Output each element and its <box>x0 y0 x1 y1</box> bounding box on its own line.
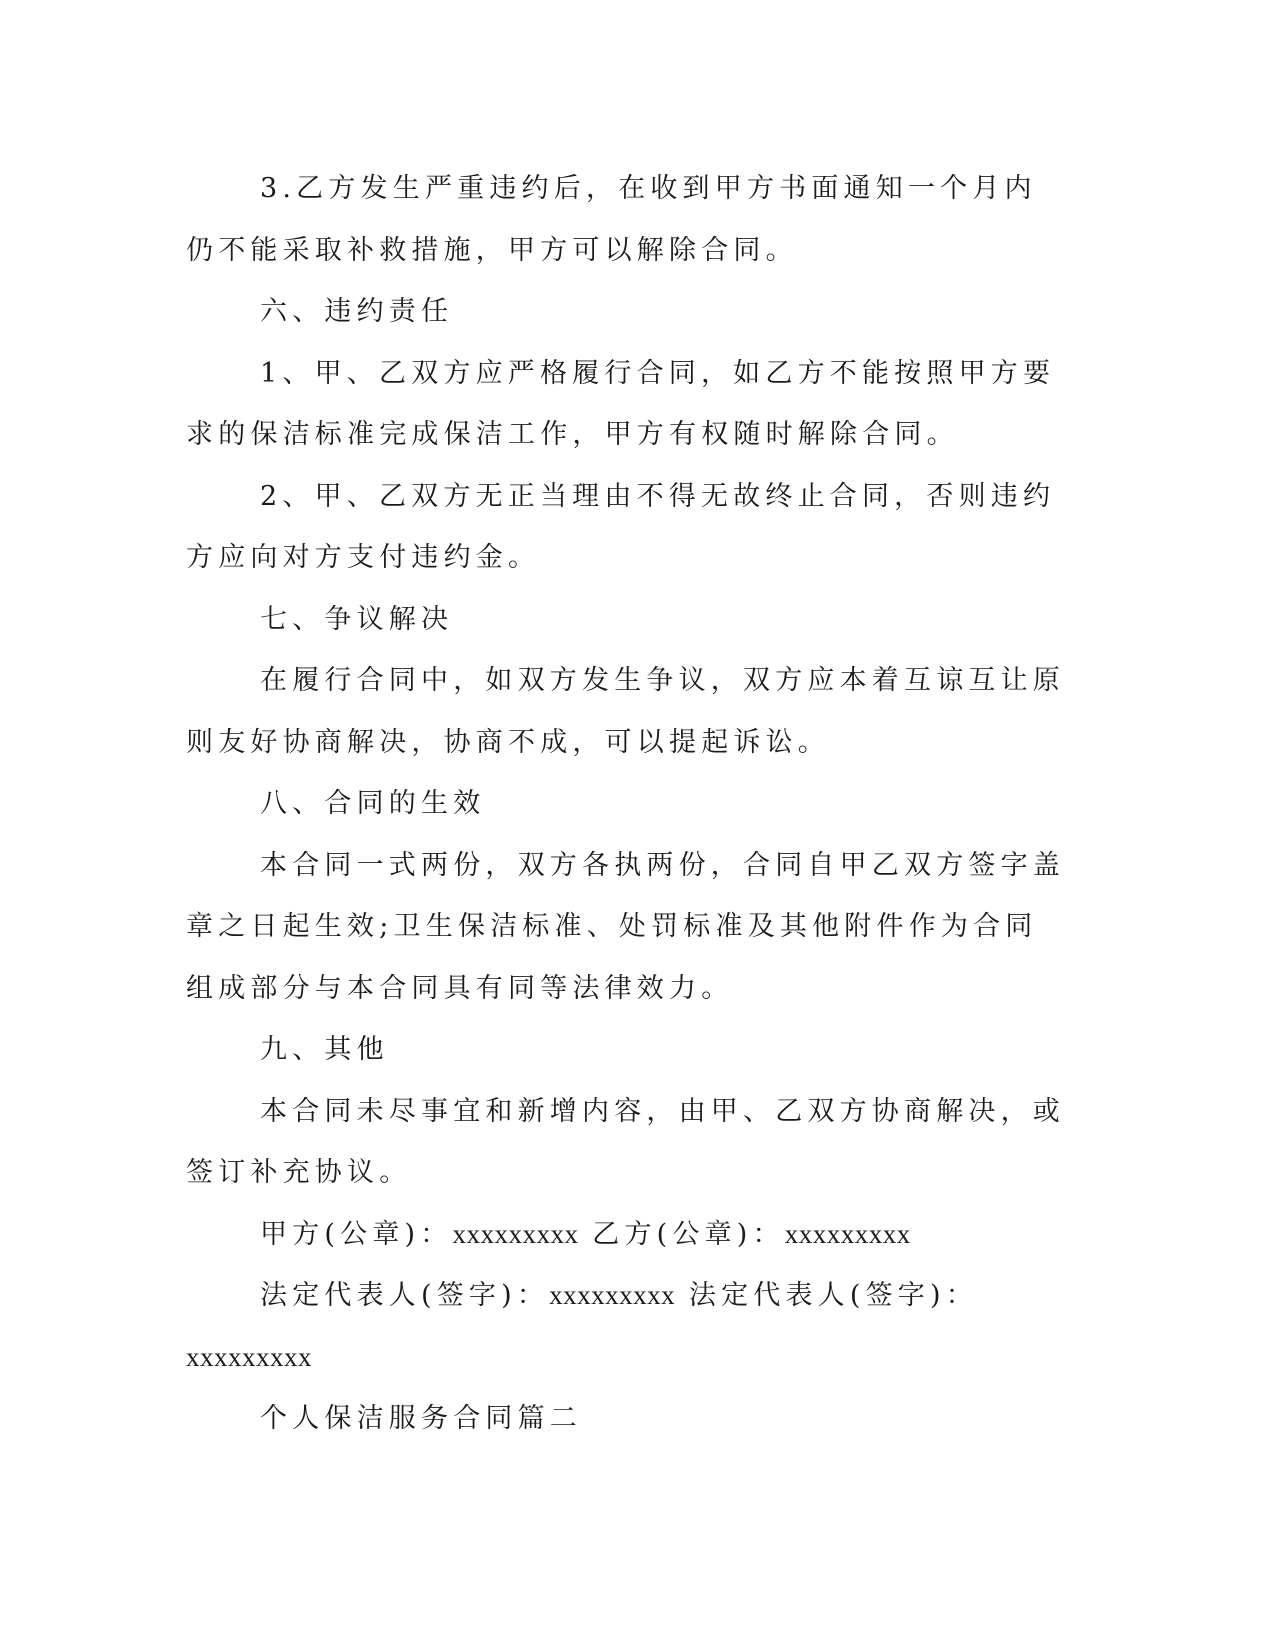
signature-line-seals <box>186 1204 1066 1266</box>
party-b-seal-label: 乙方(公章)： <box>592 1218 785 1250</box>
paragraph-dispute: 在履行合同中，如双方发生争议，双方应本着互谅互让原则友好协商解决，协商不成，可以提起诉讼。 <box>186 665 1065 758</box>
heading-effectiveness: 八、合同的生效 <box>260 788 486 819</box>
party-b-seal-value: xxxxxxxxx <box>784 1218 911 1249</box>
party-a-seal-value: xxxxxxxxx <box>452 1218 579 1249</box>
paragraph-termination-clause-3: 3.乙方发生严重违约后，在收到甲方书面通知一个月内仍不能采取补救措施，甲方可以解除合同。 <box>186 173 1037 266</box>
party-a-seal-label: 甲方(公章)： <box>260 1218 453 1250</box>
signature-line-representatives <box>186 1265 1066 1388</box>
heading-liability: 六、违约责任 <box>260 296 454 327</box>
paragraph-effectiveness: 本合同一式两份，双方各执两份，合同自甲乙双方签字盖章之日起生效;卫生保洁标准、处罚标准及其他附件作为合同组成部分与本合同具有同等法律效力。 <box>186 849 1065 1004</box>
paragraph-liability-1: 1、甲、乙双方应严格履行合同，如乙方不能按照甲方要求的保洁标准完成保洁工作，甲方有权随时解除合同。 <box>186 357 1056 450</box>
party-a-rep-label: 法定代表人(签字)： <box>260 1280 550 1311</box>
paragraph-other: 本合同未尽事宜和新增内容，由甲、乙双方协商解决，或签订补充协议。 <box>186 1095 1065 1188</box>
heading-dispute: 七、争议解决 <box>260 603 454 635</box>
party-a-rep-value: xxxxxxxxx <box>549 1280 676 1310</box>
document-body <box>186 158 1066 1450</box>
heading-other: 九、其他 <box>260 1034 389 1065</box>
party-b-rep-value: xxxxxxxxx <box>186 1341 312 1372</box>
paragraph-liability-2: 2、甲、乙双方无正当理由不得无故终止合同，否则违约方应向对方支付违约金。 <box>186 480 1056 573</box>
party-b-rep-label: 法定代表人(签字)： <box>688 1280 978 1311</box>
next-section-title: 个人保洁服务合同篇二 <box>260 1403 582 1434</box>
